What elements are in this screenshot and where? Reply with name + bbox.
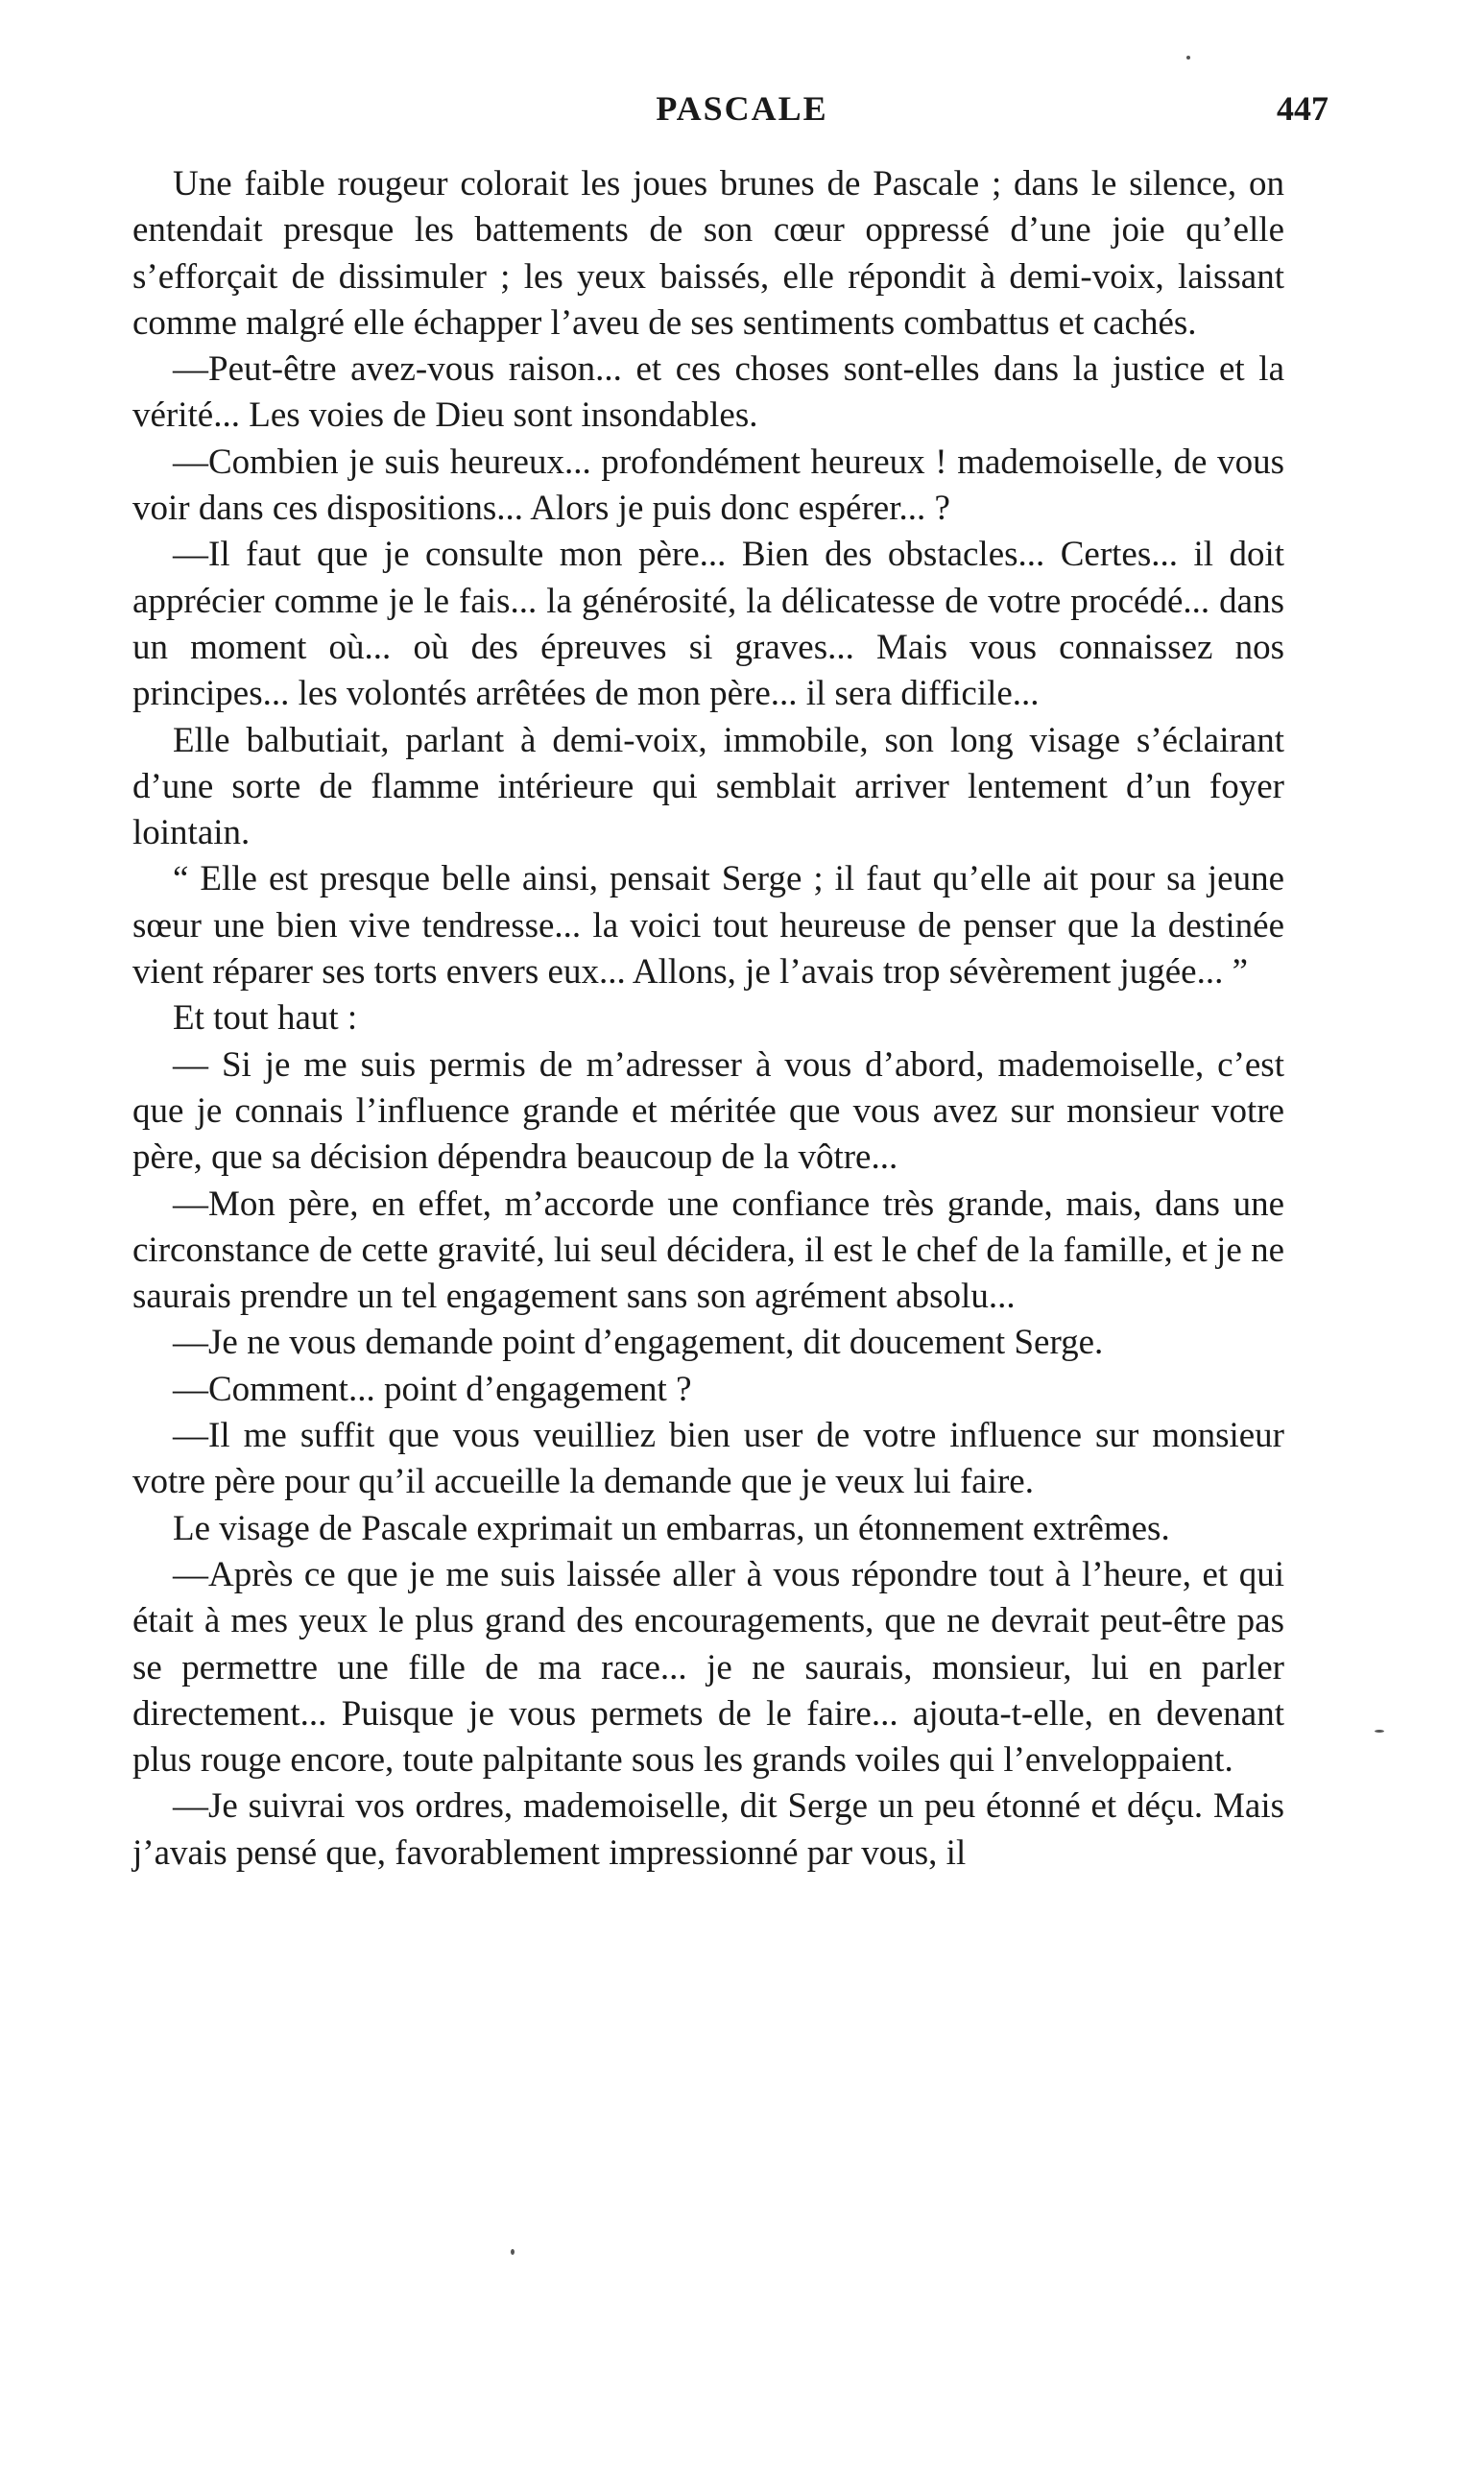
paragraph: —Je suivrai vos ordres, mademoiselle, dit Serge un peu étonné et déçu. Mais j’avais pensé que, favorablement impressionné par vous, il [132,1786,1284,1873]
page-number: 447 [1277,89,1328,128]
running-title: PASCALE [656,89,828,128]
paragraph: —Comment... point d’engagement ? [173,1369,692,1409]
paragraph: Et tout haut : [173,998,358,1039]
body-text [132,161,1284,1877]
paragraph: Elle balbutiait, parlant à demi-voix, immobile, son long visage s’éclairant d’une sorte de flamme intérieure qui semblait arriver lentement d’un foyer lointain. [132,720,1284,853]
paragraph: —Je ne vous demande point d’engagement, dit doucement Serge. [173,1323,1104,1363]
scan-speck [511,2249,515,2255]
paragraph: Le visage de Pascale exprimait un embarras, un étonnement extrêmes. [173,1508,1170,1548]
paragraph: Une faible rougeur colorait les joues brunes de Pascale ; dans le silence, on entendait presque les battements de son cœur oppressé d’une joie qu’elle s’efforçait de dissimuler ; les yeux baissés, elle répondit à demi-voix, laissant comme malgré elle échapper l’aveu de ses sentiments combattus et cachés. [132,164,1284,343]
scan-speck [1186,56,1190,60]
scan-speck [1375,1730,1384,1733]
paragraph: —Combien je suis heureux... profondément heureux ! mademoiselle, de vous voir dans ces dispositions... Alors je puis donc espérer... ? [132,442,1284,529]
paragraph: — Si je me suis permis de m’adresser à vous d’abord, mademoiselle, c’est que je connais l’influence grande et méritée que vous avez sur monsieur votre père, que sa décision dépendra beaucoup de la vôtre... [132,1044,1284,1178]
paragraph: “ Elle est presque belle ainsi, pensait Serge ; il faut qu’elle ait pour sa jeune sœur une bien vive tendresse... la voici tout heureuse de penser que la destinée vient réparer ses torts envers eux... Allons, je l’avais trop sévèrement jugée... ” [132,859,1284,993]
paragraph: —Il faut que je consulte mon père... Bien des obstacles... Certes... il doit apprécier comme je le fais... la générosité, la délicatesse de votre procédé... dans un moment où... où des épreuves si graves... Mais vous connaissez nos principes... les volontés arrêtées de mon père... il sera difficile... [132,535,1284,714]
paragraph: —Il me suffit que vous veuilliez bien user de votre influence sur monsieur votre père pour qu’il accueille la demande que je veux lui faire. [132,1416,1284,1502]
paragraph: —Mon père, en effet, m’accorde une confiance très grande, mais, dans une circonstance de cette gravité, lui seul décidera, il est le chef de la famille, et je ne saurais prendre un tel engagement sans son agrément absolu... [132,1184,1284,1317]
paragraph: —Peut-être avez-vous raison... et ces choses sont-elles dans la justice et la vérité... Les voies de Dieu sont insondables. [132,349,1284,436]
paragraph: —Après ce que je me suis laissée aller à vous répondre tout à l’heure, et qui était à mes yeux le plus grand des encouragements, que ne devrait peut-être pas se permettre une fille de ma race... je ne saurais, monsieur, lui en parler directement... Puisque je vous permets de le faire... ajouta-t-elle, en devenant plus rouge encore, toute palpitante sous les grands voiles qui l’enveloppaient. [132,1554,1284,1781]
